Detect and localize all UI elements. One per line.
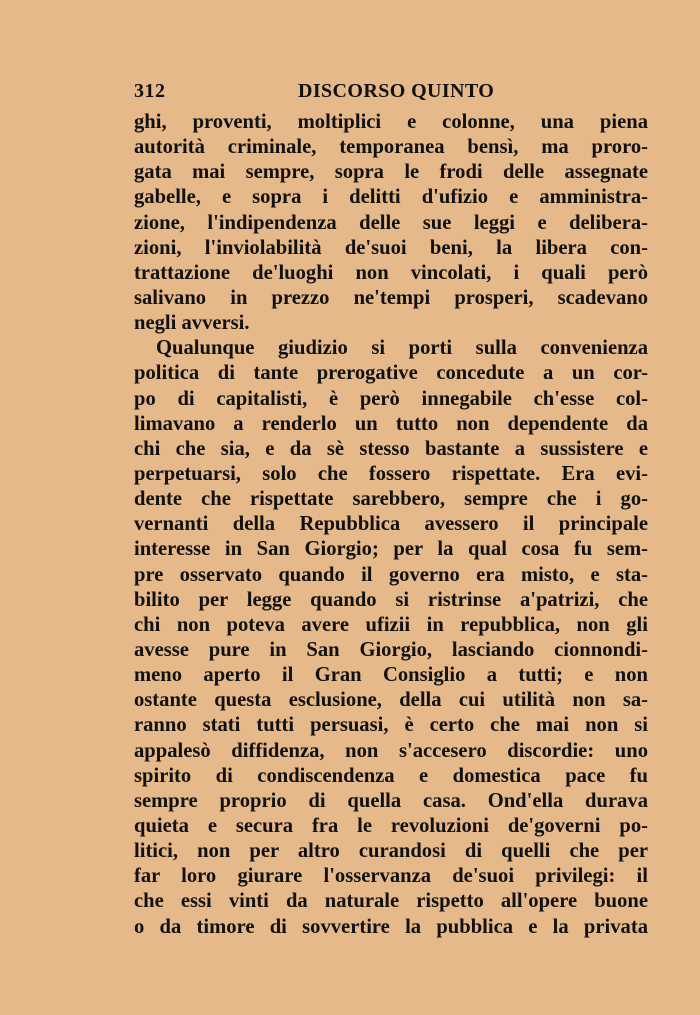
text-line: quieta e secura fra le revoluzioni de'governi po- xyxy=(134,814,648,837)
text-line: gabelle, e sopra i delitti d'ufizio e amministra- xyxy=(134,186,648,209)
text-line: limavano a renderlo un tutto non dependente da xyxy=(134,412,648,435)
paragraph-start-line: Qualunque giudizio si porti sulla convenienza xyxy=(156,337,648,360)
text-line: ranno stati tutti persuasi, è certo che mai non si xyxy=(134,714,648,737)
text-line: bilito per legge quando si ristrinse a'patrizi, che xyxy=(134,588,648,611)
text-line: chi che sia, e da sè stesso bastante a sussistere e xyxy=(134,437,648,460)
text-line: gata mai sempre, sopra le frodi delle assegnate xyxy=(134,161,648,184)
paragraph-end-line: negli avversi. xyxy=(134,312,250,335)
text-line: far loro giurare l'osservanza de'suoi privilegi: il xyxy=(134,865,648,888)
text-line: zioni, l'inviolabilità de'suoi beni, la libera con- xyxy=(134,236,648,259)
text-line: pre osservato quando il governo era misto, e sta- xyxy=(134,563,648,586)
page-number: 312 xyxy=(134,80,166,102)
running-head xyxy=(134,80,648,110)
text-line: vernanti della Repubblica avessero il principale xyxy=(134,513,648,536)
text-line: ostante questa esclusione, della cui utilità non sa- xyxy=(134,689,648,712)
text-line: dente che rispettate sarebbero, sempre che i go- xyxy=(134,488,648,511)
body-text xyxy=(134,110,648,940)
text-line: perpetuarsi, solo che fossero rispettate. Era evi- xyxy=(134,462,648,485)
text-line: o da timore di sovvertire la pubblica e la privata xyxy=(134,915,648,938)
text-line: zione, l'indipendenza delle sue leggi e delibera- xyxy=(134,211,648,234)
text-line: ghi, proventi, moltiplici e colonne, una piena xyxy=(134,111,648,133)
text-line: trattazione de'luoghi non vincolati, i quali però xyxy=(134,261,648,284)
text-line: avesse pure in San Giorgio, lasciando cionnondi- xyxy=(134,638,648,661)
text-line: politica di tante prerogative concedute a un cor- xyxy=(134,362,648,385)
text-line: salivano in prezzo ne'tempi prosperi, scadevano xyxy=(134,286,648,309)
text-line: spirito di condiscendenza e domestica pace fu xyxy=(134,764,648,787)
text-line: autorità criminale, temporanea bensì, ma proro- xyxy=(134,136,648,159)
text-line: litici, non per altro curandosi di quelli che per xyxy=(134,840,648,863)
text-line: chi non poteva avere ufizii in repubblica, non gli xyxy=(134,613,648,636)
text-line: interesse in San Giorgio; per la qual cosa fu sem- xyxy=(134,538,648,561)
text-line: sempre proprio di quella casa. Ond'ella durava xyxy=(134,789,648,812)
text-line: po di capitalisti, è però innegabile ch'esse col- xyxy=(134,387,648,410)
running-title: DISCORSO QUINTO xyxy=(298,80,495,102)
text-line: meno aperto il Gran Consiglio a tutti; e non xyxy=(134,664,648,687)
text-line: che essi vinti da naturale rispetto all'opere buone xyxy=(134,890,648,913)
text-line: appalesò diffidenza, non s'accesero discordie: uno xyxy=(134,739,648,762)
